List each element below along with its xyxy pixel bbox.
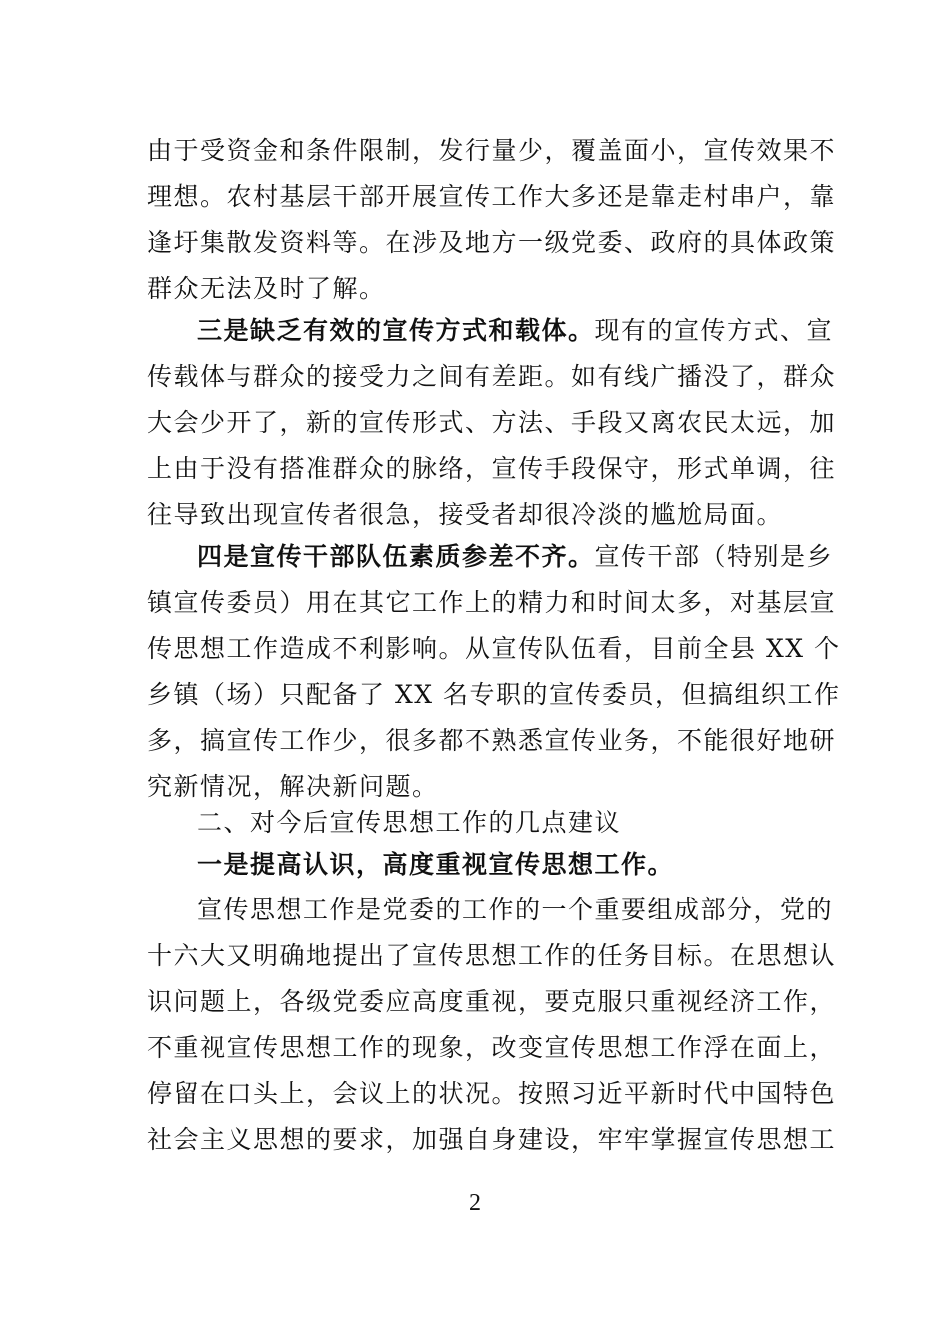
paragraph-3-line-4: 乡镇（场）只配备了 XX 名专职的宣传委员，但搞组织工作 [147, 680, 841, 709]
paragraph-4-line-3: 识问题上，各级党委应高度重视，要克服只重视经济工作， [147, 987, 837, 1016]
paragraph-3-line-6: 究新情况，解决新问题。 [147, 772, 439, 801]
paragraph-2-line-5: 往导致出现宣传者很急，接受者却很冷淡的尴尬局面。 [147, 500, 784, 529]
paragraph-3-line-5: 多，搞宣传工作少，很多都不熟悉宣传业务，不能很好地研 [147, 726, 837, 755]
paragraph-4-line-1: 宣传思想工作是党委的工作的一个重要组成部分，党的 [197, 895, 834, 924]
paragraph-3-line-1-rest: 宣传干部（特别是乡 [594, 542, 834, 571]
page-number: 2 [469, 1190, 481, 1216]
paragraph-2-line-2: 传载体与群众的接受力之间有差距。如有线广播没了，群众 [147, 362, 837, 391]
paragraph-4-line-5: 停留在口头上，会议上的状况。按照习近平新时代中国特色 [147, 1079, 837, 1108]
paragraph-1-line-3: 逢圩集散发资料等。在涉及地方一级党委、政府的具体政策 [147, 228, 837, 257]
paragraph-3-line-3: 传思想工作造成不利影响。从宣传队伍看，目前全县 XX 个 [147, 634, 841, 663]
paragraph-3-lead: 四是宣传干部队伍素质参差不齐。 [197, 542, 595, 571]
paragraph-2-line-1-rest: 现有的宣传方式、宣 [594, 316, 834, 345]
subheading: 一是提高认识，高度重视宣传思想工作。 [197, 850, 675, 879]
paragraph-2-lead: 三是缺乏有效的宣传方式和载体。 [197, 316, 595, 345]
paragraph-4-line-2: 十六大又明确地提出了宣传思想工作的任务目标。在思想认 [147, 941, 837, 970]
paragraph-1-line-2: 理想。农村基层干部开展宣传工作大多还是靠走村串户，靠 [147, 182, 837, 211]
paragraph-3-line-2: 镇宣传委员）用在其它工作上的精力和时间太多，对基层宣 [147, 588, 837, 617]
paragraph-4-line-4: 不重视宣传思想工作的现象，改变宣传思想工作浮在面上， [147, 1033, 837, 1062]
paragraph-1-line-4: 群众无法及时了解。 [147, 274, 386, 303]
paragraph-2-line-1 [197, 308, 834, 354]
section-heading: 二、对今后宣传思想工作的几点建议 [197, 808, 622, 837]
paragraph-3-line-1 [197, 534, 834, 580]
paragraph-2-line-4: 上由于没有搭准群众的脉络，宣传手段保守，形式单调，往 [147, 454, 837, 483]
paragraph-1-line-1: 由于受资金和条件限制，发行量少，覆盖面小，宣传效果不 [147, 136, 837, 165]
paragraph-4-line-6: 社会主义思想的要求，加强自身建设，牢牢掌握宣传思想工 [147, 1125, 837, 1154]
paragraph-2-line-3: 大会少开了，新的宣传形式、方法、手段又离农民太远，加 [147, 408, 837, 437]
